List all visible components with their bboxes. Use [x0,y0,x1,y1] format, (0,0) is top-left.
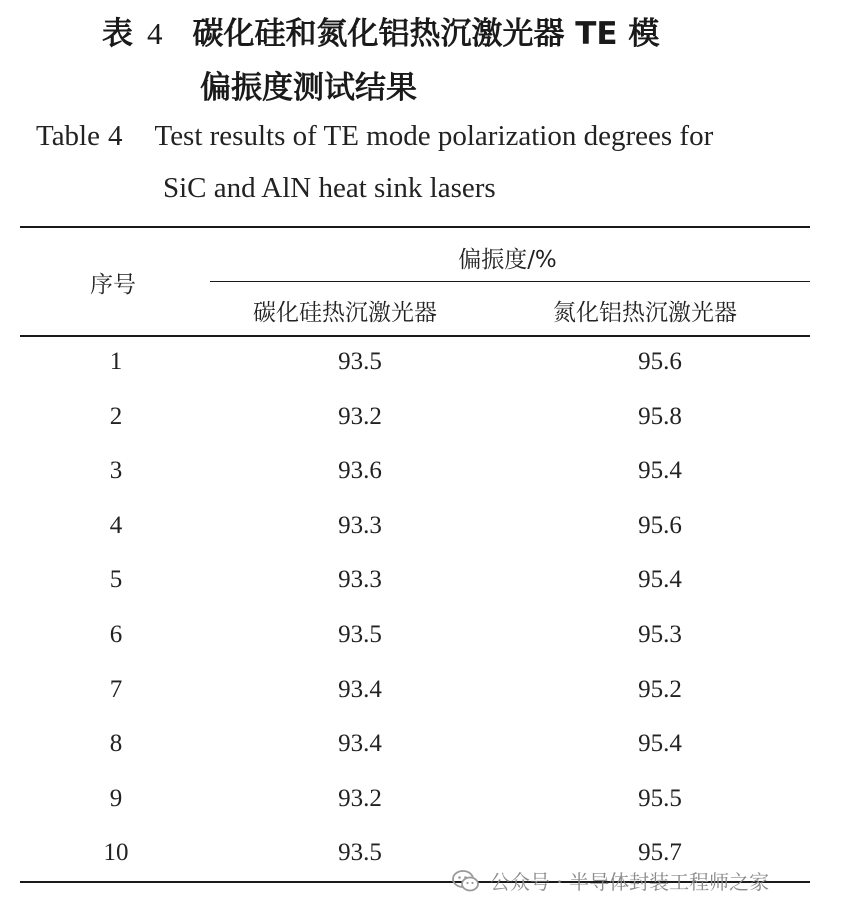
cell-aln: 95.7 [638,839,682,867]
cell-aln: 95.6 [638,511,682,539]
wechat-icon [452,870,480,892]
cell-aln: 95.4 [638,457,682,485]
cell-seq: 10 [103,839,129,867]
table-row [0,391,865,446]
cell-aln: 95.6 [638,348,682,375]
table-row [0,773,865,828]
caption-cn-number: 4 [147,16,163,51]
table-body [0,336,865,882]
table-row [0,500,865,555]
cell-aln: 95.2 [638,675,682,703]
cell-sic: 93.2 [338,402,382,430]
cell-sic: 93.2 [338,784,382,812]
header-sic-lasers: 碳化硅热沉激光器 [253,300,437,326]
table-row [0,664,865,719]
cell-seq: 9 [109,784,123,812]
cell-seq: 7 [109,675,123,703]
cell-seq: 3 [109,457,123,485]
cell-sic: 93.4 [338,675,382,703]
caption-en-number: 4 [108,120,123,152]
table-row [0,554,865,609]
cell-sic: 93.5 [338,839,382,867]
cell-sic: 93.3 [338,566,382,594]
caption-cn-title-line1: 碳化硅和氮化铝热沉激光器 TE 模 [192,16,660,52]
caption-cn-label: 表 [102,16,133,52]
cell-sic: 93.6 [338,457,382,485]
table-group-rule [210,281,810,282]
cell-seq: 1 [109,348,123,375]
cell-aln: 95.4 [638,566,682,594]
cell-seq: 5 [109,566,123,594]
table-top-rule [20,226,810,228]
caption-cn-line1 [102,8,659,53]
header-seq: 序号 [90,272,136,298]
cell-aln: 95.5 [638,784,682,812]
table-row [0,336,865,391]
watermark-text: 公众号 · 半导体封装工程师之家 [490,870,770,894]
header-aln-lasers: 氮化铝热沉激光器 [553,300,737,326]
cell-sic: 93.4 [338,730,382,758]
caption-en-title-line1: Test results of TE mode polarization degrees for [154,120,714,152]
caption-en-line1 [36,120,713,153]
cell-aln: 95.3 [638,620,682,648]
watermark [452,866,769,895]
cell-seq: 2 [109,402,123,430]
table-row [0,609,865,664]
cell-seq: 8 [109,730,123,758]
caption-cn-title-line2: 偏振度测试结果 [200,70,417,106]
table-row [0,445,865,500]
table-row [0,718,865,773]
cell-aln: 95.8 [638,402,682,430]
cell-seq: 4 [109,511,123,539]
cell-sic: 93.3 [338,511,382,539]
cell-sic: 93.5 [338,348,382,375]
caption-en-title-line2: SiC and AlN heat sink lasers [163,172,496,204]
header-polarization-group: 偏振度/% [458,247,557,273]
cell-aln: 95.4 [638,730,682,758]
cell-seq: 6 [109,620,123,648]
caption-en-label: Table [36,120,100,152]
cell-sic: 93.5 [338,620,382,648]
